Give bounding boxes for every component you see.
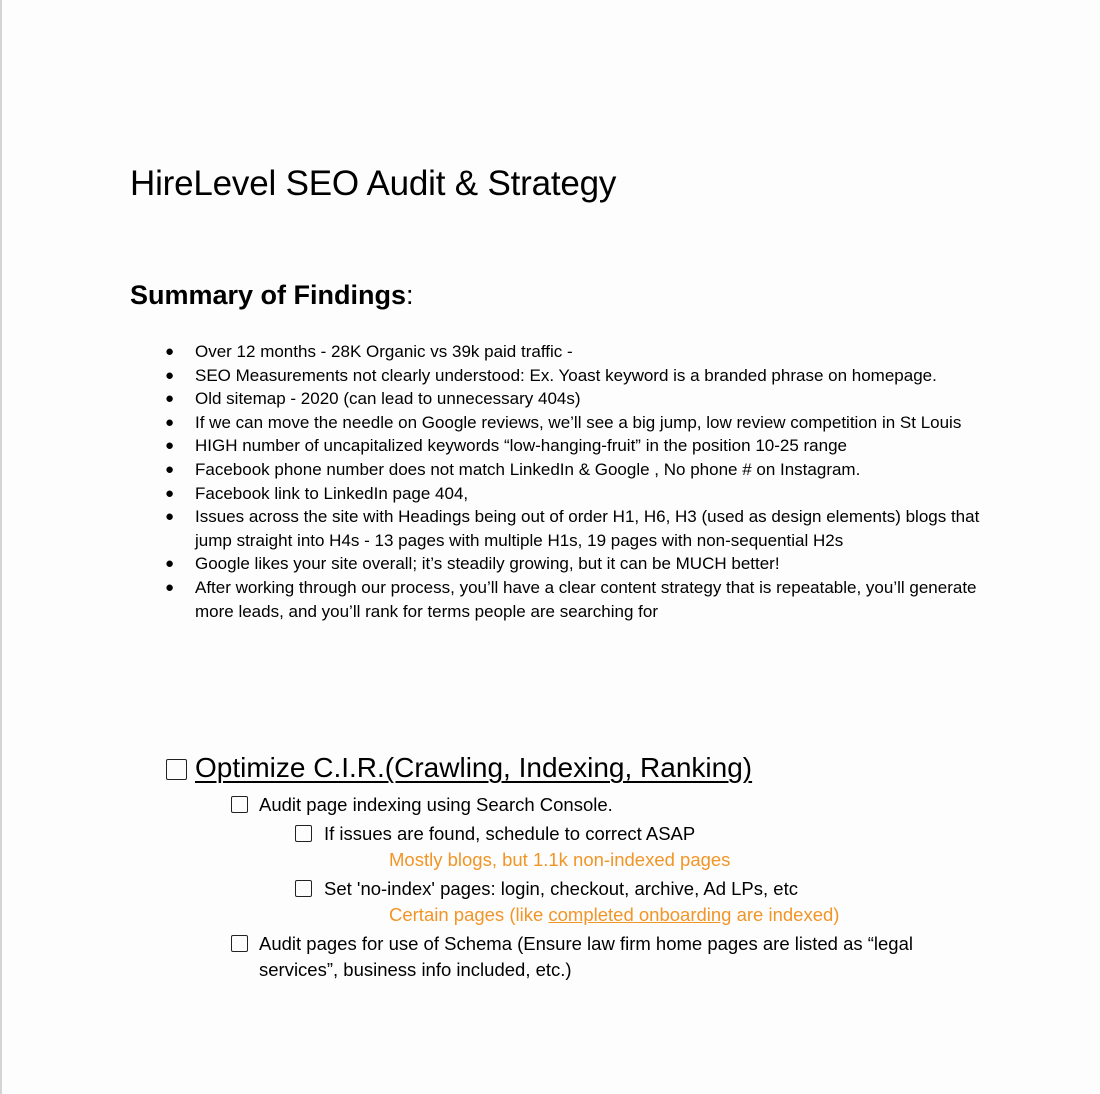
finding-item bbox=[130, 411, 990, 435]
bullet-icon: ● bbox=[165, 578, 175, 596]
finding-item bbox=[130, 458, 990, 482]
finding-text: If we can move the needle on Google reviews, we’ll see a big jump, low review competition in St Louis bbox=[195, 412, 962, 432]
bullet-icon: ● bbox=[165, 413, 175, 431]
finding-item bbox=[130, 576, 990, 623]
finding-item bbox=[130, 505, 990, 552]
summary-heading bbox=[130, 280, 414, 311]
checklist-item-label: Audit page indexing using Search Console. bbox=[259, 794, 613, 815]
checkbox-icon[interactable] bbox=[295, 825, 312, 842]
summary-heading-text: Summary of Findings bbox=[130, 280, 407, 310]
document-title: HireLevel SEO Audit & Strategy bbox=[130, 164, 617, 203]
bullet-icon: ● bbox=[165, 460, 175, 478]
checklist-item bbox=[295, 876, 798, 902]
summary-heading-colon: : bbox=[406, 280, 414, 310]
finding-item bbox=[130, 482, 990, 506]
checklist-item bbox=[231, 931, 971, 983]
bullet-icon: ● bbox=[165, 343, 175, 360]
finding-text: HIGH number of uncapitalized keywords “low-hanging-fruit” in the position 10-25 range bbox=[195, 436, 848, 456]
finding-text: Facebook phone number does not match LinkedIn & Google , No phone # on Instagram. bbox=[195, 459, 861, 479]
findings-list bbox=[130, 340, 990, 623]
finding-text: Over 12 months - 28K Organic vs 39k paid traffic - bbox=[195, 342, 573, 361]
finding-item bbox=[130, 387, 990, 411]
checklist-note bbox=[389, 904, 839, 926]
note-text: Certain pages (like bbox=[389, 904, 549, 925]
checklist-item-label: Set 'no-index' pages: login, checkout, archive, Ad LPs, etc bbox=[324, 878, 798, 899]
checkbox-icon[interactable] bbox=[166, 759, 187, 780]
finding-text: After working through our process, you’ll have a clear content strategy that is repeatable, you’ll generate more leads, and you’ll rank for terms people are searching for bbox=[195, 577, 977, 621]
checkbox-icon[interactable] bbox=[231, 935, 248, 952]
checklist-item-label: If issues are found, schedule to correct ASAP bbox=[324, 823, 696, 844]
checklist-heading: Optimize C.I.R.(Crawling, Indexing, Ranking) bbox=[195, 752, 753, 783]
finding-text: Facebook link to LinkedIn page 404, bbox=[195, 483, 469, 503]
checklist-item bbox=[231, 792, 613, 818]
finding-item bbox=[130, 340, 990, 364]
bullet-icon: ● bbox=[165, 508, 175, 526]
bullet-icon: ● bbox=[165, 390, 175, 408]
note-text: are indexed) bbox=[731, 904, 840, 925]
bullet-icon: ● bbox=[165, 555, 175, 573]
finding-item bbox=[130, 434, 990, 458]
finding-text: Issues across the site with Headings being out of order H1, H6, H3 (used as design elements) blogs that jump straight into H4s - 13 pages with multiple H1s, 19 pages with non-sequential H2s bbox=[195, 507, 980, 550]
bullet-icon: ● bbox=[165, 366, 175, 384]
checkbox-icon[interactable] bbox=[231, 796, 248, 813]
bullet-icon: ● bbox=[165, 484, 175, 502]
checkbox-icon[interactable] bbox=[295, 880, 312, 897]
finding-text: Old sitemap - 2020 (can lead to unnecessary 404s) bbox=[195, 389, 581, 409]
completed-onboarding-link[interactable]: completed onboarding bbox=[548, 904, 732, 925]
checklist-note: Mostly blogs, but 1.1k non-indexed pages bbox=[389, 849, 731, 870]
finding-item bbox=[130, 364, 990, 388]
checklist-heading-row bbox=[166, 752, 752, 784]
finding-text: Google likes your site overall; it’s steadily growing, but it can be MUCH better! bbox=[195, 554, 780, 574]
checklist-item bbox=[295, 821, 695, 847]
finding-item bbox=[130, 552, 990, 576]
checklist-item-label: Audit pages for use of Schema (Ensure law firm home pages are listed as “legal services”, business info included, etc.) bbox=[259, 933, 913, 980]
bullet-icon: ● bbox=[165, 437, 175, 455]
finding-text: SEO Measurements not clearly understood: Ex. Yoast keyword is a branded phrase on homepage. bbox=[195, 365, 937, 385]
